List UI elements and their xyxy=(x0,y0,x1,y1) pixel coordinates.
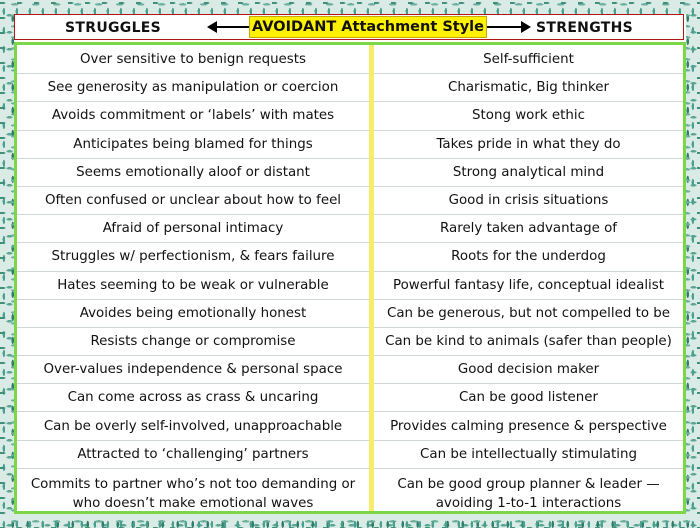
comparison-table xyxy=(14,42,686,514)
struggle-row: Can be overly self-involved, unapproachable xyxy=(17,411,369,439)
struggle-row: Afraid of personal intimacy xyxy=(17,214,369,242)
strength-row: Can be good group planner & leader — avoiding 1-to-1 interactions xyxy=(374,468,683,519)
struggle-row: Struggles w/ perfectionism, & fears failure xyxy=(17,242,369,270)
right-arrow-icon xyxy=(487,20,531,34)
struggle-row: See generosity as manipulation or coercion xyxy=(17,73,369,101)
struggle-row: Seems emotionally aloof or distant xyxy=(17,158,369,186)
strength-row: Can be kind to animals (safer than people) xyxy=(374,327,683,355)
strengths-heading: STRENGTHS xyxy=(536,20,633,36)
struggle-row: Often confused or unclear about how to feel xyxy=(17,186,369,214)
struggle-row: Hates seeming to be weak or vulnerable xyxy=(17,271,369,299)
struggle-row: Resists change or compromise xyxy=(17,327,369,355)
strength-row: Roots for the underdog xyxy=(374,242,683,270)
strength-row: Strong analytical mind xyxy=(374,158,683,186)
struggles-column xyxy=(17,45,369,511)
strength-row: Good in crisis situations xyxy=(374,186,683,214)
struggle-row: Over sensitive to benign requests xyxy=(79,51,307,67)
strength-row: Good decision maker xyxy=(374,355,683,383)
strength-row: Takes pride in what they do xyxy=(374,130,683,158)
strength-row: Rarely taken advantage of xyxy=(374,214,683,242)
struggle-row: Can come across as crass & uncaring xyxy=(17,383,369,411)
chart-header xyxy=(14,14,684,40)
strength-row: Charismatic, Big thinker xyxy=(374,73,683,101)
strength-row: Powerful fantasy life, conceptual idealist xyxy=(374,271,683,299)
struggle-row: Attracted to ‘challenging’ partners xyxy=(17,440,369,468)
strength-row: Can be intellectually stimulating xyxy=(374,440,683,468)
chart-title: AVOIDANT Attachment Style xyxy=(249,16,487,38)
struggle-row: Anticipates being blamed for things xyxy=(17,130,369,158)
struggle-row: Avoides being emotionally honest xyxy=(17,299,369,327)
struggle-row: Avoids commitment or ‘labels’ with mates xyxy=(17,101,369,129)
strength-row: Provides calming presence & perspective xyxy=(374,411,683,439)
left-arrow-icon xyxy=(207,20,249,34)
struggle-row: Commits to partner who’s not too demanding or who doesn’t make emotional waves xyxy=(17,468,369,519)
strengths-column xyxy=(374,45,683,511)
strength-row: Stong work ethic xyxy=(374,101,683,129)
strength-row: Self-sufficient xyxy=(483,51,574,67)
struggles-heading: STRUGGLES xyxy=(65,20,162,36)
strength-row: Can be generous, but not compelled to be xyxy=(374,299,683,327)
strength-row: Can be good listener xyxy=(374,383,683,411)
attachment-chart xyxy=(14,14,686,514)
struggle-row: Over-values independence & personal space xyxy=(17,355,369,383)
